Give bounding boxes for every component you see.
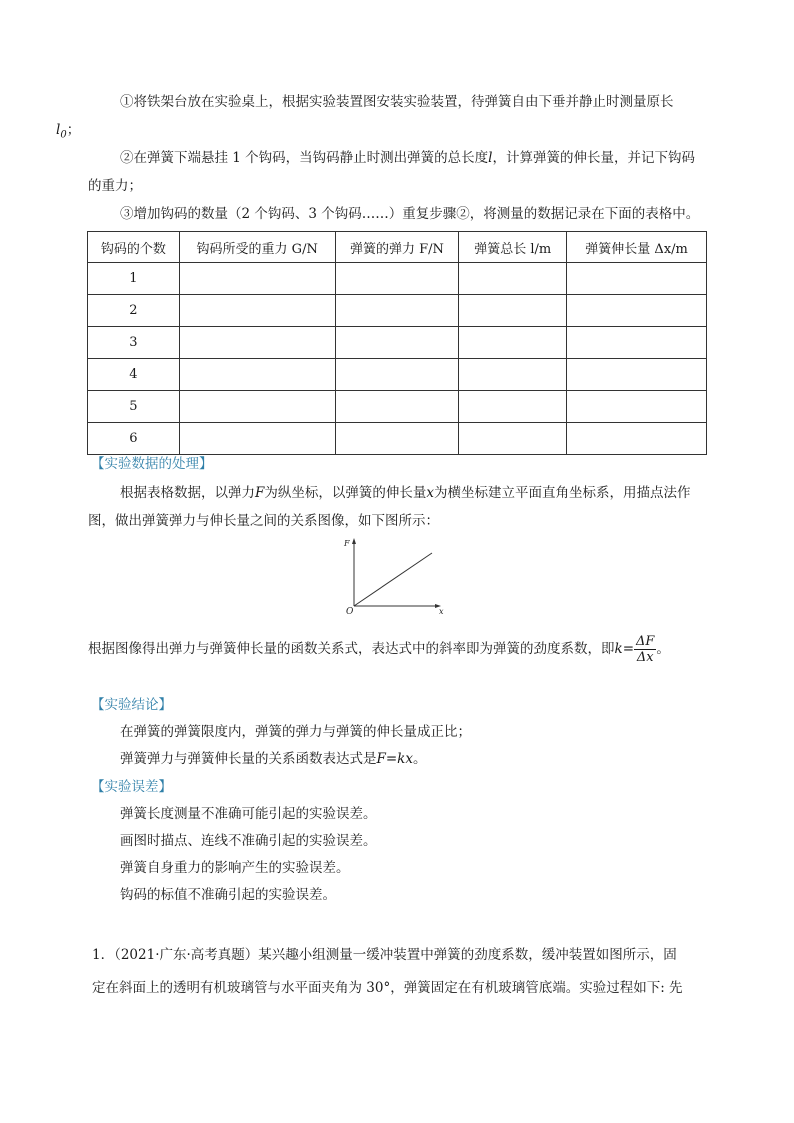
data-processing-paragraph: 根据表格数据，以弹力F为纵坐标，以弹簧的伸长量x为横坐标建立平面直角坐标系，用描点法作图，做出弹簧弹力与伸长量之间的关系图像，如下图所示： (88, 485, 691, 529)
table-header: 钩码所受的重力 G/N (179, 232, 335, 263)
question-line-1: 1．（2021·广东·高考真题）某兴趣小组测量一缓冲装置中弹簧的劲度系数，缓冲装置如图所示，固 (92, 947, 677, 963)
x-axis-label: x (439, 607, 444, 616)
row-index: 3 (88, 327, 180, 359)
table-header: 钩码的个数 (88, 232, 180, 263)
conclusion-line-2: 弹簧弹力与弹簧伸长量的关系函数表达式是F=kx。 (120, 751, 427, 767)
formula-line: 根据图像得出弹力与弹簧伸长量的函数关系式，表达式中的斜率即为弹簧的劲度系数，即k= $\frac{\Delta F}{\Delta x}$ 。 (88, 634, 670, 665)
y-axis-label: F (344, 539, 350, 548)
data-line (354, 553, 432, 606)
step-2: ②在弹簧下端悬挂 1 个钩码，当钩码静止时测出弹簧的总长度l，计算弹簧的伸长量，并记下钩码的重力； (88, 150, 695, 194)
section-heading-conclusion: 【实验结论】 (91, 697, 172, 713)
table-header-row (88, 232, 707, 263)
table-header: 弹簧总长 l/m (459, 232, 567, 263)
row-index: 4 (88, 359, 180, 391)
error-item: 弹簧长度测量不准确可能引起的实验误差。 (120, 806, 377, 822)
error-item: 弹簧自身重力的影响产生的实验误差。 (120, 860, 350, 876)
row-index: 2 (88, 295, 180, 327)
row-index: 1 (88, 263, 180, 295)
conclusion-line-1: 在弹簧的弹簧限度内，弹簧的弹力与弹簧的伸长量成正比； (120, 724, 471, 740)
error-item: 钩码的标值不准确引起的实验误差。 (120, 887, 336, 903)
table-row (88, 391, 707, 423)
section-heading-errors: 【实验误差】 (91, 779, 172, 795)
force-extension-graph (310, 534, 450, 616)
table-row (88, 327, 707, 359)
table-header: 弹簧的弹力 F/N (335, 232, 459, 263)
question-line-2: 定在斜面上的透明有机玻璃管与水平面夹角为 30°，弹簧固定在有机玻璃管底端。实验过程如下: 先 (92, 980, 683, 996)
slope-fraction: $\frac{\Delta F}{\Delta x}$ (636, 634, 655, 665)
row-index: 6 (88, 423, 180, 455)
table-row (88, 295, 707, 327)
row-index: 5 (88, 391, 180, 423)
y-axis-arrow (352, 538, 356, 544)
error-item: 画图时描点、连线不准确引起的实验误差。 (120, 833, 377, 849)
data-table (87, 231, 707, 455)
step-3: ③增加钩码的数量（2 个钩码、3 个钩码……）重复步骤②，将测量的数据记录在下面的表格中。 (120, 206, 700, 222)
step-1: ①将铁架台放在实验桌上，根据实验装置图安装实验装置，待弹簧自由下垂并静止时测量原长 $l_0$； (56, 94, 674, 141)
table-row (88, 359, 707, 391)
table-row (88, 263, 707, 295)
table-header: 弹簧伸长量 Δx/m (567, 232, 707, 263)
section-heading-data-processing: 【实验数据的处理】 (91, 456, 213, 472)
table-row (88, 423, 707, 455)
origin-label: O (346, 607, 354, 616)
